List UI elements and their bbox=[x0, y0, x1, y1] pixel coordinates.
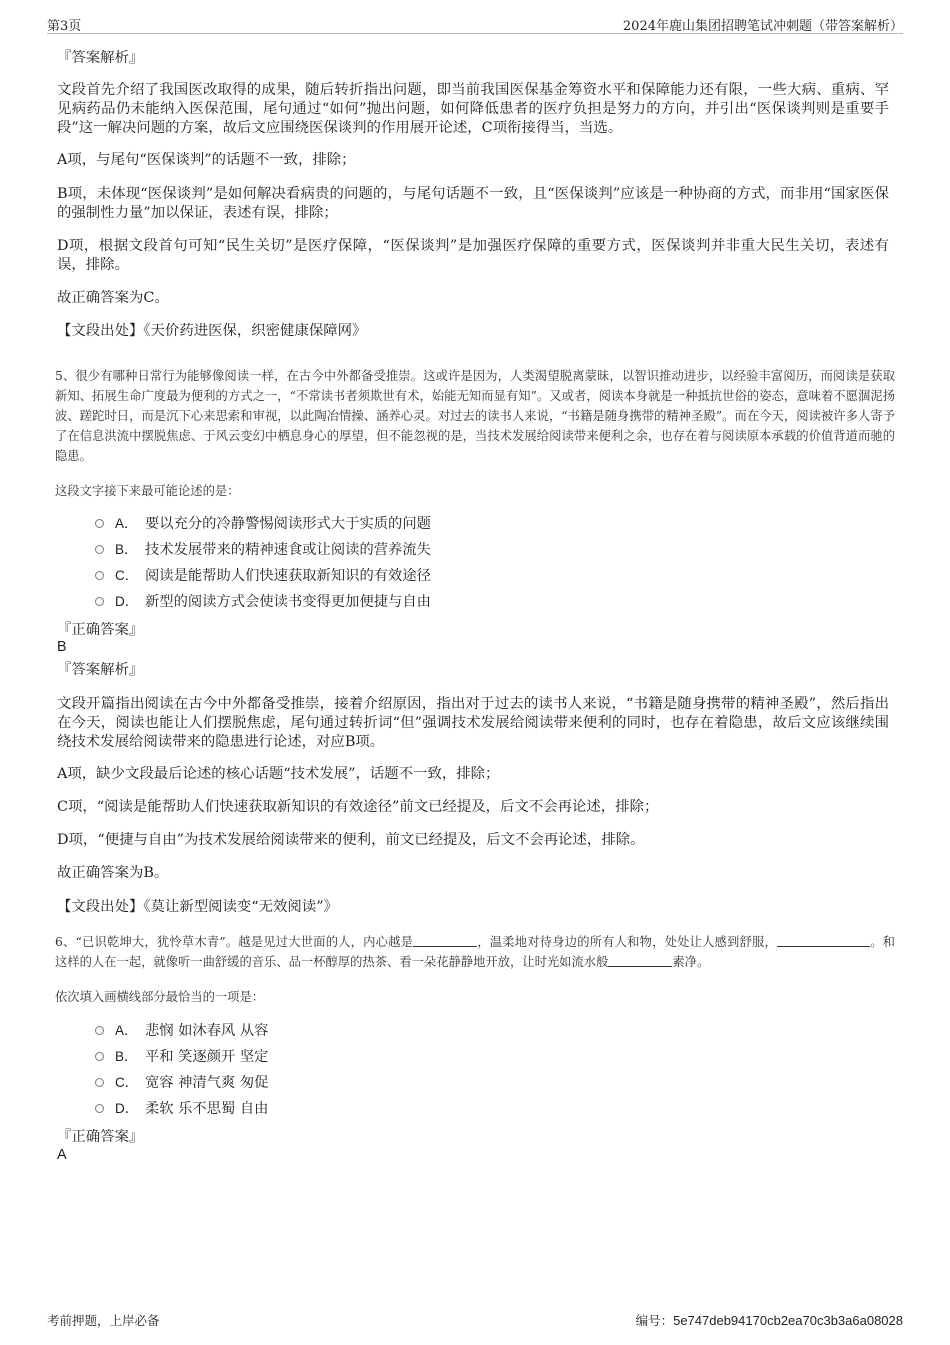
q6-answer: A bbox=[57, 1147, 67, 1163]
q6-passage: 6、“已识乾坤大，犹怜草木青”。越是见过大世面的人，内心越是 ，温柔地对待身边的所有人和物，处处让人感到舒服， 。和这样的人在一起，就像听一曲舒缓的音乐、品一杯醇厚的热茶、看一朵花静静地开放，让时光如流水般 素净。 bbox=[55, 935, 895, 969]
q5-analysis-heading: 『答案解析』 bbox=[57, 662, 144, 678]
page-header bbox=[47, 13, 903, 34]
radio-button[interactable] bbox=[95, 597, 104, 606]
document-code: 编号：5e747deb94170cb2ea70c3b3a6a08028 bbox=[635, 1313, 903, 1328]
q5-analysis-option-d: D项，“便捷与自由”为技术发展给阅读带来的便利，前文已经提及，后文不会再论述，排除。 bbox=[57, 832, 645, 848]
radio-button[interactable] bbox=[95, 545, 104, 554]
radio-button[interactable] bbox=[95, 1026, 104, 1035]
q5-analysis-option-a: A项，缺少文段最后论述的核心话题“技术发展”，话题不一致，排除； bbox=[57, 766, 500, 782]
fill-blank-1 bbox=[413, 933, 477, 947]
q4-analysis-option-a: A项，与尾句“医保谈判”的话题不一致，排除； bbox=[57, 152, 356, 168]
footer-slogan: 考前押题，上岸必备 bbox=[47, 1313, 160, 1328]
q4-conclusion: 故正确答案为C。 bbox=[57, 290, 169, 306]
q5-analysis: 文段开篇指出阅读在古今中外都备受推崇，接着介绍原因，指出对于过去的读书人来说，“书籍是随身携带的精神圣殿”，然后指出在今天，阅读也能让人们摆脱焦虑，尾句通过转折词“但”强调技术发展给阅读带来便利的同时，也存在着隐患，故后文应该继续围绕技术发展给阅读带来的隐患进行论述，对应B项。 bbox=[57, 696, 889, 750]
q4-analysis-option-d: D项，根据文段首句可知“民生关切”是医疗保障，“医保谈判”是加强医疗保障的重要方式，医保谈判并非重大民生关切，表述有误，排除。 bbox=[57, 238, 889, 273]
q4-source: 【文段出处】《天价药进医保，织密健康保障网》 bbox=[57, 323, 367, 339]
radio-button[interactable] bbox=[95, 1078, 104, 1087]
q5-answer-heading: 『正确答案』 bbox=[57, 622, 144, 638]
q5-conclusion: 故正确答案为B。 bbox=[57, 865, 169, 881]
page-number: 第3页 bbox=[47, 19, 82, 34]
radio-button[interactable] bbox=[95, 1104, 104, 1113]
q5-analysis-option-c: C项，“阅读是能帮助人们快速获取新知识的有效途径”前文已经提及，后文不会再论述，排除； bbox=[57, 799, 659, 815]
q5-passage: 5、很少有哪种日常行为能够像阅读一样，在古今中外都备受推崇。这或许是因为，人类渴望脱离蒙昧，以智识推动进步，以经验丰富阅历，而阅读是获取新知、拓展生命广度最为便利的方式之一，“不常读书者须欺世有术，始能无知而显有知”。又或者，阅读本身就是一种抵抗世俗的姿态，意味着不愿涸泥扬波、蹉跎时日，而是沉下心来思索和审视，以此陶冶情操、涵养心灵。对过去的读书人来说，“书籍是随身携带的精神圣殿”。而在今天，阅读被许多人寄予了在信息洪流中摆脱焦虑、于风云变幻中栖息身心的厚望，但不能忽视的是，当技术发展给阅读带来便利之余，也存在着与阅读原本承载的价值背道而驰的隐患。 bbox=[55, 369, 895, 463]
radio-button[interactable] bbox=[95, 519, 104, 528]
q5-prompt: 这段文字接下来最可能论述的是： bbox=[55, 484, 240, 498]
q4-analysis-heading: 『答案解析』 bbox=[57, 50, 144, 66]
radio-button[interactable] bbox=[95, 1052, 104, 1061]
fill-blank-2 bbox=[777, 933, 839, 947]
q5-source: 【文段出处】《莫让新型阅读变“无效阅读”》 bbox=[57, 899, 338, 915]
fill-blank-2-cont bbox=[839, 933, 870, 947]
q5-answer: B bbox=[57, 639, 67, 655]
radio-button[interactable] bbox=[95, 571, 104, 580]
q6-prompt: 依次填入画横线部分最恰当的一项是： bbox=[55, 990, 265, 1004]
document-title: 2024年鹿山集团招聘笔试冲刺题（带答案解析） bbox=[622, 19, 903, 34]
q4-analysis-option-b: B项，未体现“医保谈判”是如何解决看病贵的问题的，与尾句话题不一致，且“医保谈判”应该是一种协商的方式，而非用“国家医保的强制性力量”加以保证，表述有误，排除； bbox=[57, 186, 889, 221]
q6-answer-heading: 『正确答案』 bbox=[57, 1129, 144, 1145]
q4-analysis-intro: 文段首先介绍了我国医改取得的成果，随后转折指出问题，即当前我国医保基金筹资水平和保障能力还有限，一些大病、重病、罕见病药品仍未能纳入医保范围，尾句通过“如何”抛出问题，如何降低患者的医疗负担是努力的方向，并引出“医保谈判则是重要手段”这一解决问题的方案，故后文应围绕医保谈判的作用展开论述，C项衔接得当，当选。 bbox=[57, 82, 889, 136]
fill-blank-3 bbox=[608, 953, 672, 967]
